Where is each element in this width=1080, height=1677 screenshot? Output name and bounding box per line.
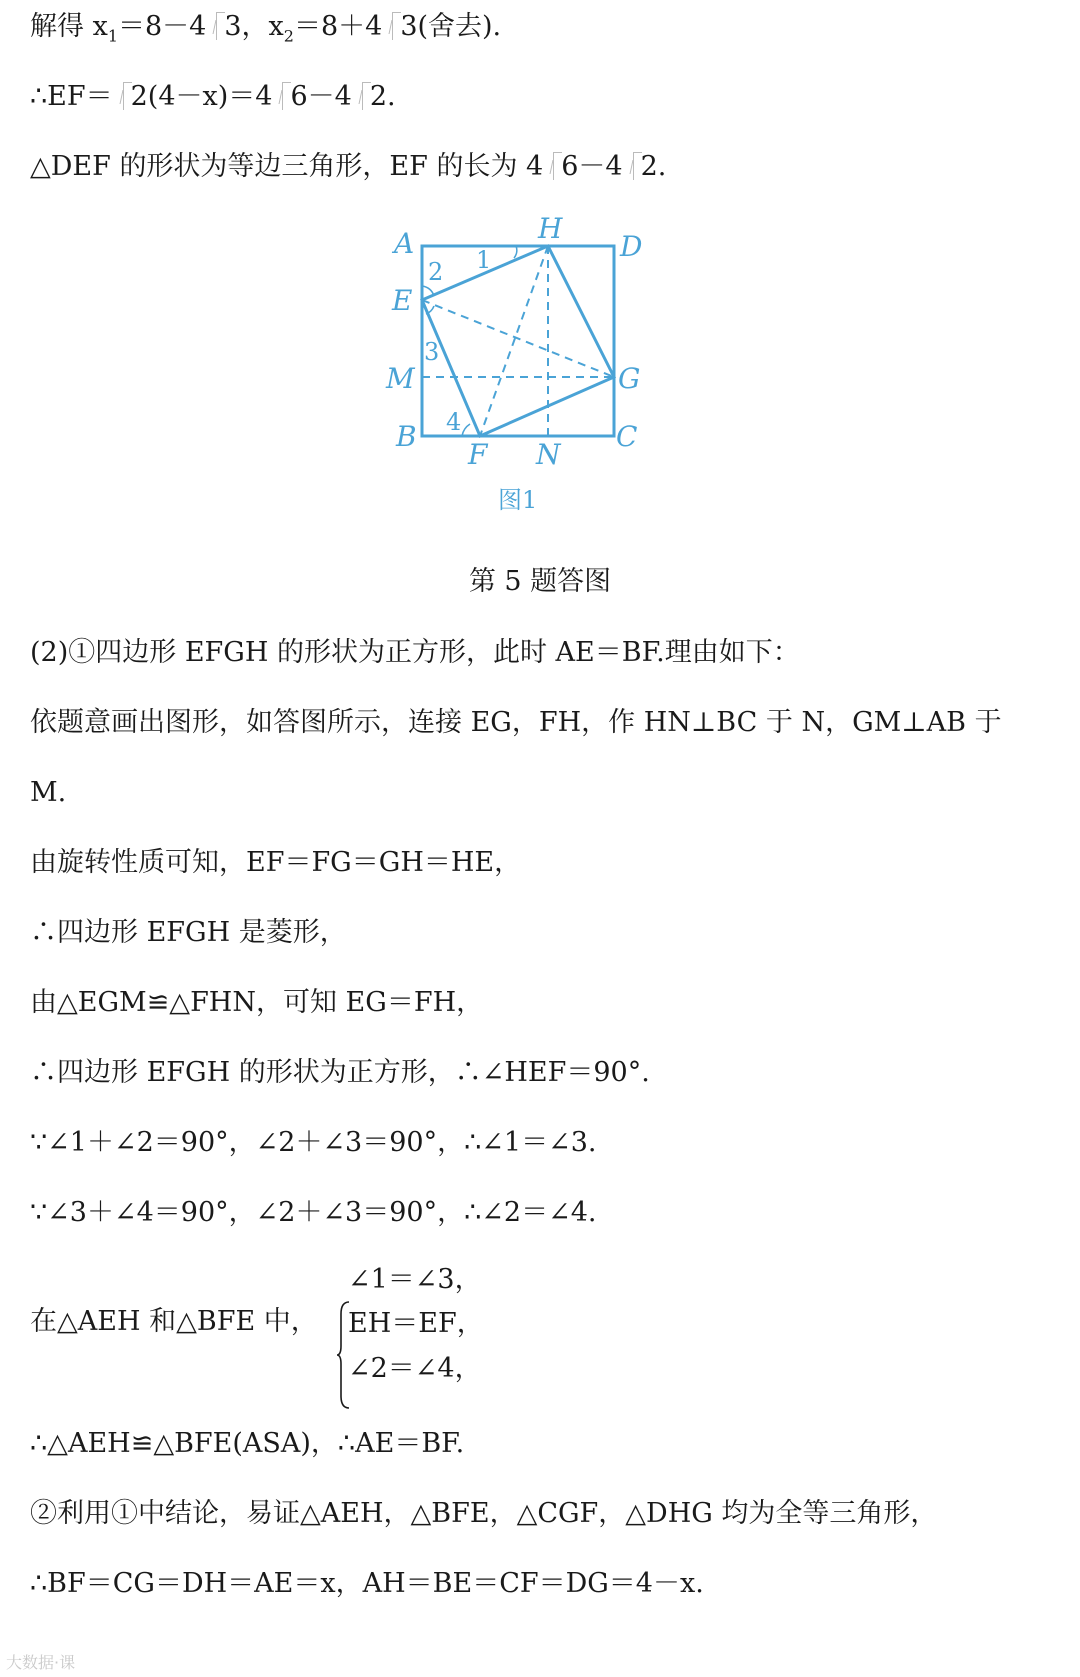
figure-inner-caption: 图1	[498, 486, 538, 514]
construction-line-cont: M.	[30, 777, 67, 808]
sqrt-sign: 6－4	[544, 150, 622, 184]
rhombus-line: ∴四边形 EFGH 是菱形，	[30, 917, 347, 948]
label-a: A	[394, 227, 415, 260]
sqrt-sign: 2.	[353, 80, 396, 114]
sqrt-sign: 3，x	[207, 10, 283, 44]
asa-conclusion-line: ∴△AEH≌△BFE(ASA)，∴AE＝BF.	[30, 1428, 465, 1459]
angle-2-4-line: ∵∠3＋∠4＝90°，∠2＋∠3＝90°，∴∠2＝∠4.	[30, 1197, 597, 1228]
sqrt-sign: 3(舍去).	[383, 10, 501, 44]
segment-fh	[480, 246, 548, 436]
lengths-line: ∴BF＝CG＝DH＝AE＝x，AH＝BE＝CF＝DG＝4－x.	[30, 1568, 704, 1599]
def-shape-line: △DEF 的形状为等边三角形，EF 的长为 4 6－4 2.	[30, 151, 667, 182]
label-b: B	[396, 420, 417, 453]
construction-line: 依题意画出图形，如答图所示，连接 EG，FH，作 HN⊥BC 于 N，GM⊥AB 于	[30, 707, 1002, 738]
angle-label-3: 3	[424, 338, 440, 366]
part2-heading: (2)①四边形 EFGH 的形状为正方形，此时 AE＝BF.理由如下：	[30, 637, 800, 668]
ef-line: ∴EF＝ 2(4－x)＝4 6－4 2.	[30, 81, 396, 112]
geometry-figure	[386, 212, 690, 540]
label-g: G	[618, 362, 641, 395]
system-row: ∠1＝∠3，	[348, 1264, 482, 1295]
system-intro: 在△AEH 和△BFE 中，	[30, 1306, 318, 1337]
label-h: H	[538, 212, 563, 245]
sqrt-sign: 2.	[624, 150, 667, 184]
sqrt-sign: 6－4	[273, 80, 351, 114]
congruent-line: 由△EGM≌△FHN，可知 EG＝FH，	[30, 987, 484, 1018]
label-c: C	[616, 420, 638, 453]
angle-arc	[462, 424, 470, 436]
rotation-property-line: 由旋转性质可知，EF＝FG＝GH＝HE，	[30, 847, 522, 878]
label-m: M	[386, 362, 415, 395]
label-d: D	[620, 230, 643, 263]
watermark: 大数据·课	[6, 1653, 76, 1672]
angle-label-2: 2	[428, 258, 444, 286]
part2-2-line: ②利用①中结论，易证△AEH，△BFE，△CGF，△DHG 均为全等三角形，	[30, 1498, 938, 1529]
figure-caption: 第 5 题答图	[468, 566, 612, 597]
label-e: E	[392, 284, 413, 317]
angle-arc	[514, 246, 517, 258]
label-f: F	[468, 438, 488, 471]
angle-1-3-line: ∵∠1＋∠2＝90°，∠2＋∠3＝90°，∴∠1＝∠3.	[30, 1127, 597, 1158]
solution-line-x: 解得 $x_1=8-4$ 3，$x_2=8+4$ 3(舍去).	[30, 11, 502, 46]
sqrt-sign: 2(4－x)＝4	[114, 80, 273, 114]
square-line: ∴四边形 EFGH 的形状为正方形，∴∠HEF＝90°.	[30, 1057, 650, 1088]
angle-label-4: 4	[446, 408, 462, 436]
system-row: EH＝EF，	[348, 1308, 484, 1339]
angle-label-1: 1	[476, 246, 492, 274]
label-n: N	[536, 438, 561, 471]
system-row: ∠2＝∠4，	[348, 1353, 482, 1384]
